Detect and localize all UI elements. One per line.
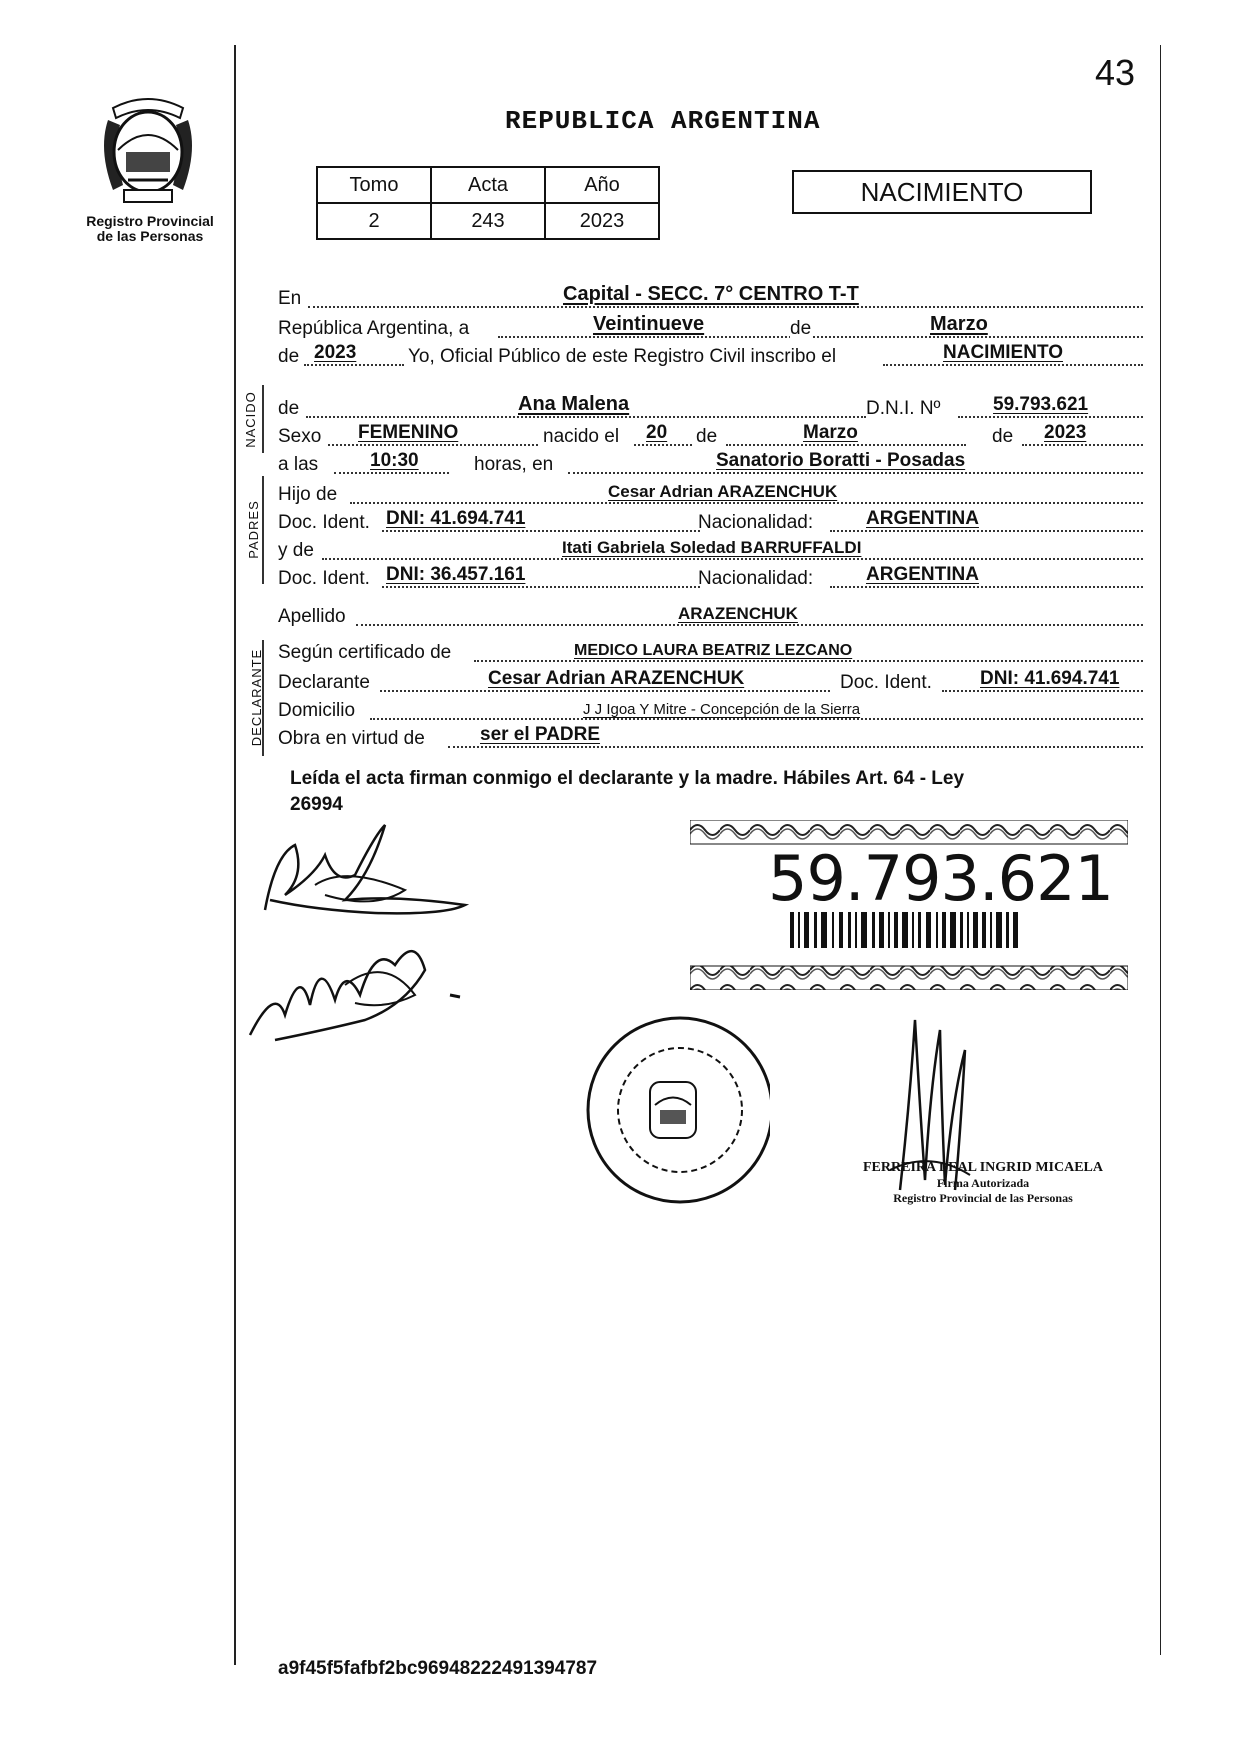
logo-caption-line2: de las Personas bbox=[96, 228, 204, 244]
stamp-number: 59.793.621 bbox=[768, 842, 1113, 915]
birth-day-value: 20 bbox=[646, 422, 668, 443]
obra-label: Obra en virtud de bbox=[278, 728, 425, 749]
yde-label: y de bbox=[278, 540, 314, 561]
logo-caption bbox=[60, 214, 240, 244]
signer-role: Firma Autorizada bbox=[936, 1176, 1030, 1190]
dotted-line bbox=[380, 690, 830, 692]
surname-value: ARAZENCHUK bbox=[678, 604, 798, 623]
closing-line2: 26994 bbox=[290, 794, 343, 815]
father-nationality-value: ARGENTINA bbox=[866, 508, 979, 529]
dotted-line bbox=[308, 306, 1143, 308]
mother-signature bbox=[245, 925, 475, 1045]
oficial-text: Yo, Oficial Público de este Registro Civil inscribo el bbox=[408, 346, 837, 367]
dotted-line bbox=[474, 660, 1143, 662]
document-hash: a9f45f5fafbf2bc96948222491394787 bbox=[278, 1658, 598, 1679]
child-dni-value: 59.793.621 bbox=[993, 394, 1089, 415]
header-acta: Acta bbox=[431, 167, 545, 203]
mother-doc-value: DNI: 36.457.161 bbox=[386, 564, 526, 585]
dotted-line bbox=[334, 472, 449, 474]
logo-caption-line1: Registro Provincial bbox=[86, 213, 214, 229]
nacido-bracket bbox=[262, 385, 264, 453]
birth-place-value: Sanatorio Boratti - Posadas bbox=[716, 450, 966, 471]
dotted-line bbox=[328, 444, 538, 446]
row-madre bbox=[278, 534, 1143, 564]
year-value: 2023 bbox=[314, 342, 357, 363]
dotted-line bbox=[942, 690, 1143, 692]
closing-text bbox=[290, 766, 1140, 818]
nac-de2-label: de bbox=[992, 426, 1014, 447]
dotted-line bbox=[830, 530, 1143, 532]
padres-side-label: PADRES bbox=[245, 500, 261, 559]
signer-name: FERREIRA LEAL INGRID MICAELA bbox=[863, 1160, 1103, 1175]
dotted-line bbox=[726, 444, 966, 446]
row-en bbox=[278, 282, 1143, 312]
row-hora bbox=[278, 448, 1143, 478]
registration-type-value: NACIMIENTO bbox=[943, 342, 1063, 363]
birth-year-value: 2023 bbox=[1044, 422, 1087, 443]
dotted-line bbox=[498, 336, 1143, 338]
dotted-line bbox=[448, 746, 1143, 748]
signer-office: Registro Provincial de las Personas bbox=[893, 1191, 1073, 1205]
docident-label: Doc. Ident. bbox=[278, 512, 370, 533]
dotted-line bbox=[634, 444, 692, 446]
nac-de-label: de bbox=[696, 426, 718, 447]
segun-label: Según certificado de bbox=[278, 642, 452, 663]
en-label: En bbox=[278, 288, 302, 309]
right-margin-line bbox=[1160, 45, 1161, 1655]
mother-name-value: Itati Gabriela Soledad BARRUFFALDI bbox=[562, 538, 862, 557]
nacido-el-label: nacido el bbox=[543, 426, 620, 447]
header-anio: Año bbox=[545, 167, 659, 203]
row-fecha bbox=[278, 312, 1143, 342]
row-obra bbox=[278, 722, 1143, 752]
row-padre-doc bbox=[278, 506, 1143, 536]
de2-label: de bbox=[278, 346, 300, 367]
dotted-line bbox=[382, 530, 700, 532]
row-declarante bbox=[278, 666, 1143, 696]
docident2-label: Doc. Ident. bbox=[278, 568, 370, 589]
value-tomo: 2 bbox=[317, 203, 431, 239]
dotted-line bbox=[958, 416, 1143, 418]
row-nombre bbox=[278, 392, 1143, 422]
de-label: de bbox=[790, 318, 812, 339]
dotted-line bbox=[356, 624, 1143, 626]
declarant-name-value: Cesar Adrian ARAZENCHUK bbox=[488, 668, 745, 689]
dotted-line bbox=[883, 364, 1143, 366]
closing-line1: Leída el acta firman conmigo el declarante y la madre. Hábiles Art. 64 - Ley bbox=[290, 768, 965, 789]
header-tomo: Tomo bbox=[317, 167, 431, 203]
dotted-line bbox=[1022, 444, 1143, 446]
nacionalidad2-label: Nacionalidad: bbox=[698, 568, 814, 589]
value-acta: 243 bbox=[431, 203, 545, 239]
dotted-line bbox=[350, 502, 1143, 504]
declarante-side-label: DECLARANTE bbox=[249, 648, 265, 747]
certificate-value: MEDICO LAURA BEATRIZ LEZCANO bbox=[574, 642, 853, 659]
dotted-line bbox=[830, 586, 1143, 588]
row-sexo bbox=[278, 420, 1143, 450]
month-value: Marzo bbox=[930, 313, 988, 335]
row-segun bbox=[278, 636, 1143, 666]
row-madre-doc bbox=[278, 562, 1143, 592]
alas-label: a las bbox=[278, 454, 319, 475]
page-number: 43 bbox=[1095, 52, 1136, 93]
sexo-label: Sexo bbox=[278, 426, 322, 447]
domicilio-label: Domicilio bbox=[278, 700, 356, 721]
father-name-value: Cesar Adrian ARAZENCHUK bbox=[608, 482, 838, 501]
dotted-line bbox=[322, 558, 1143, 560]
signer-block bbox=[818, 1160, 1148, 1206]
address-value: J J Igoa Y Mitre - Concepción de la Sierra bbox=[583, 701, 861, 718]
birth-hour-value: 10:30 bbox=[370, 450, 419, 471]
document-title: REPUBLICA ARGENTINA bbox=[505, 106, 821, 136]
father-doc-value: DNI: 41.694.741 bbox=[386, 508, 526, 529]
republica-label: República Argentina, a bbox=[278, 318, 470, 339]
province-seal-logo bbox=[88, 90, 208, 210]
apellido-label: Apellido bbox=[278, 606, 346, 627]
declarant-signature bbox=[255, 815, 485, 925]
mother-nationality-value: ARGENTINA bbox=[866, 564, 979, 585]
relation-value: ser el PADRE bbox=[480, 724, 601, 745]
decl-doc-label: Doc. Ident. bbox=[840, 672, 932, 693]
day-value: Veintinueve bbox=[593, 313, 705, 335]
left-margin-line bbox=[234, 45, 236, 1665]
dotted-line bbox=[370, 718, 1143, 720]
horas-label: horas, en bbox=[474, 454, 554, 475]
dotted-line bbox=[382, 586, 700, 588]
declarant-doc-value: DNI: 41.694.741 bbox=[980, 668, 1120, 689]
sexo-value: FEMENINO bbox=[358, 422, 459, 443]
value-anio: 2023 bbox=[545, 203, 659, 239]
row-domicilio bbox=[278, 694, 1143, 724]
child-name-value: Ana Malena bbox=[518, 393, 630, 415]
padres-bracket bbox=[262, 476, 264, 584]
nacionalidad-label: Nacionalidad: bbox=[698, 512, 814, 533]
place-value: Capital - SECC. 7° CENTRO T-T bbox=[563, 283, 859, 305]
row-apellido bbox=[278, 600, 1143, 630]
dotted-line bbox=[306, 416, 866, 418]
security-stamp bbox=[690, 820, 1128, 990]
nombre-de-label: de bbox=[278, 398, 300, 419]
barcode bbox=[790, 912, 1018, 948]
row-oficial bbox=[278, 340, 1143, 370]
reference-table bbox=[316, 166, 660, 240]
dni-label: D.N.I. Nº bbox=[866, 398, 941, 419]
dotted-line bbox=[568, 472, 1143, 474]
dotted-line bbox=[304, 364, 404, 366]
act-type-box: NACIMIENTO bbox=[792, 170, 1092, 214]
registry-round-seal bbox=[580, 1010, 770, 1210]
declarante-label: Declarante bbox=[278, 672, 370, 693]
hijo-de-label: Hijo de bbox=[278, 484, 338, 505]
nacido-side-label: NACIDO bbox=[242, 391, 258, 448]
birth-month-value: Marzo bbox=[803, 422, 858, 443]
row-padre bbox=[278, 478, 1143, 508]
